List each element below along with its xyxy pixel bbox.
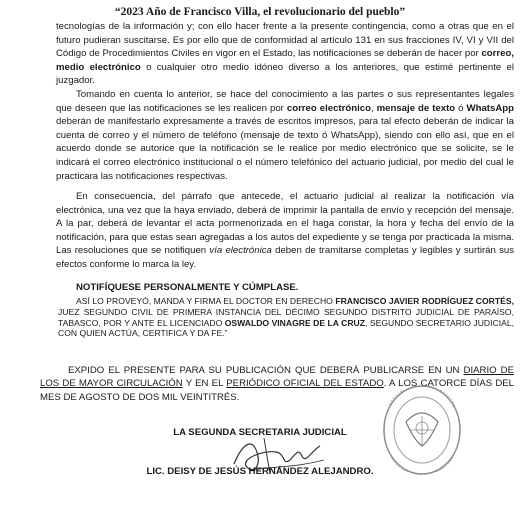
bold-run: correo electrónico bbox=[286, 102, 371, 114]
paragraph-electronic-notification bbox=[56, 190, 514, 272]
text-run: o cualquier otro medio idóneo diverso a los anteriores, que estimé pertinente el juzgador. bbox=[56, 61, 514, 87]
text-run: En consecuencia, del párrafo que antecede, el actuario judicial al realizar la notificación vía electrónica, una vez que la haya enviado, deberá de imprimir la pantalla de envío y recepción del mensaje. A la par, deberá de levantar el acta pormenorizada en el haga constar, la hora y fecha del envío de la notificación, para que estas sean agregadas a los autos del expediente y se tenga por practicada la misma. Las resoluciones que se notifiquen bbox=[56, 191, 514, 257]
text-run: . A LOS CATORCE DÍAS DEL MES DE AGOSTO DE DOS MIL VEINTITRÉS. bbox=[40, 378, 514, 403]
notify-line: NOTIFÍQUESE PERSONALMENTE Y CÚMPLASE. bbox=[76, 282, 299, 293]
bold-run: correo, medio electrónico bbox=[56, 48, 514, 73]
text-run: , bbox=[370, 102, 377, 114]
text-run: deberán de manifestarlo expresamente a través de escritos impresos, para tal efecto deberán de indicar la cuenta de correo y el número de teléfono (mensaje de texto ó WhatsApp), siendo con ello así, que en el acuerdo donde se autorice que la notificación se le realice por medio electrónico que se solicite, se le indicará el correo electrónico institucional o el número telefónico del actuario judicial, por medio del cual le practicara las notificaciones respectivas. bbox=[56, 116, 514, 182]
paragraph-proveyo bbox=[58, 296, 514, 339]
paragraph-notification-request bbox=[56, 88, 514, 183]
text-run: ó bbox=[455, 102, 467, 114]
text-run: tecnologías de la información y; con ello hacer frente a la presente contingencia, como a otras que en el futuro pudieran suscitarse. Es por ello que de conformidad al artículo 131 en sus fracciones IV, VI y VII del Código de Procedimientos Civiles en vigor en el Estado, las notificaciones se deberán de hacer por bbox=[56, 21, 514, 60]
bold-run: FRANCISCO JAVIER RODRÍGUEZ CORTÉS, bbox=[335, 296, 514, 306]
text-run: ASÍ LO PROVEYÓ, MANDA Y FIRMA EL DOCTOR EN DERECHO bbox=[76, 296, 336, 306]
bold-run: OSWALDO VINAGRE DE LA CRUZ bbox=[224, 317, 366, 328]
text-run: JUEZ SEGUNDO CIVIL DE PRIMERA INSTANCIA DEL DÉCIMO SEGUNDO DISTRITO JUDICIAL DE PARAÍSO, TABASCO, POR Y ANTE EL LICENCIADO bbox=[58, 306, 514, 328]
signature-office: LA SEGUNDA SECRETARIA JUDICIAL bbox=[173, 427, 347, 438]
bold-run: mensaje de texto bbox=[376, 102, 456, 114]
page-header: “2023 Año de Francisco Villa, el revolucionario del pueblo” bbox=[114, 6, 406, 18]
text-run: , SEGUNDO SECRETARIO JUDICIAL, CON QUIEN ACTÚA, CERTIFICA Y DA FE.” bbox=[58, 317, 515, 339]
underlined-run: DIARIO DE LOS DE MAYOR CIRCULACIÓN bbox=[40, 365, 514, 390]
underlined-run: PERIÓDICO OFICIAL DEL ESTADO bbox=[226, 378, 384, 390]
text-run: Y EN EL bbox=[182, 378, 227, 390]
text-run: Tomando en cuenta lo anterior, se hace del conocimiento a las partes o sus representantes legales que deseen que las notificaciones se les realicen por bbox=[56, 89, 514, 114]
signatory-name: LIC. DEISY DE JESÚS HERNÁNDEZ ALEJANDRO. bbox=[146, 466, 374, 477]
bold-run: WhatsApp bbox=[466, 102, 514, 114]
paragraph-legal-basis bbox=[56, 20, 514, 88]
text-run: deben de tramitarse completas y legibles y surtirán sus efectos conforme lo marca la ley. bbox=[56, 245, 515, 270]
italic-run: vía electrónica bbox=[209, 245, 272, 257]
text-run: EXPIDO EL PRESENTE PARA SU PUBLICACIÓN QUE DEBERÁ PUBLICARSE EN UN bbox=[68, 365, 464, 376]
